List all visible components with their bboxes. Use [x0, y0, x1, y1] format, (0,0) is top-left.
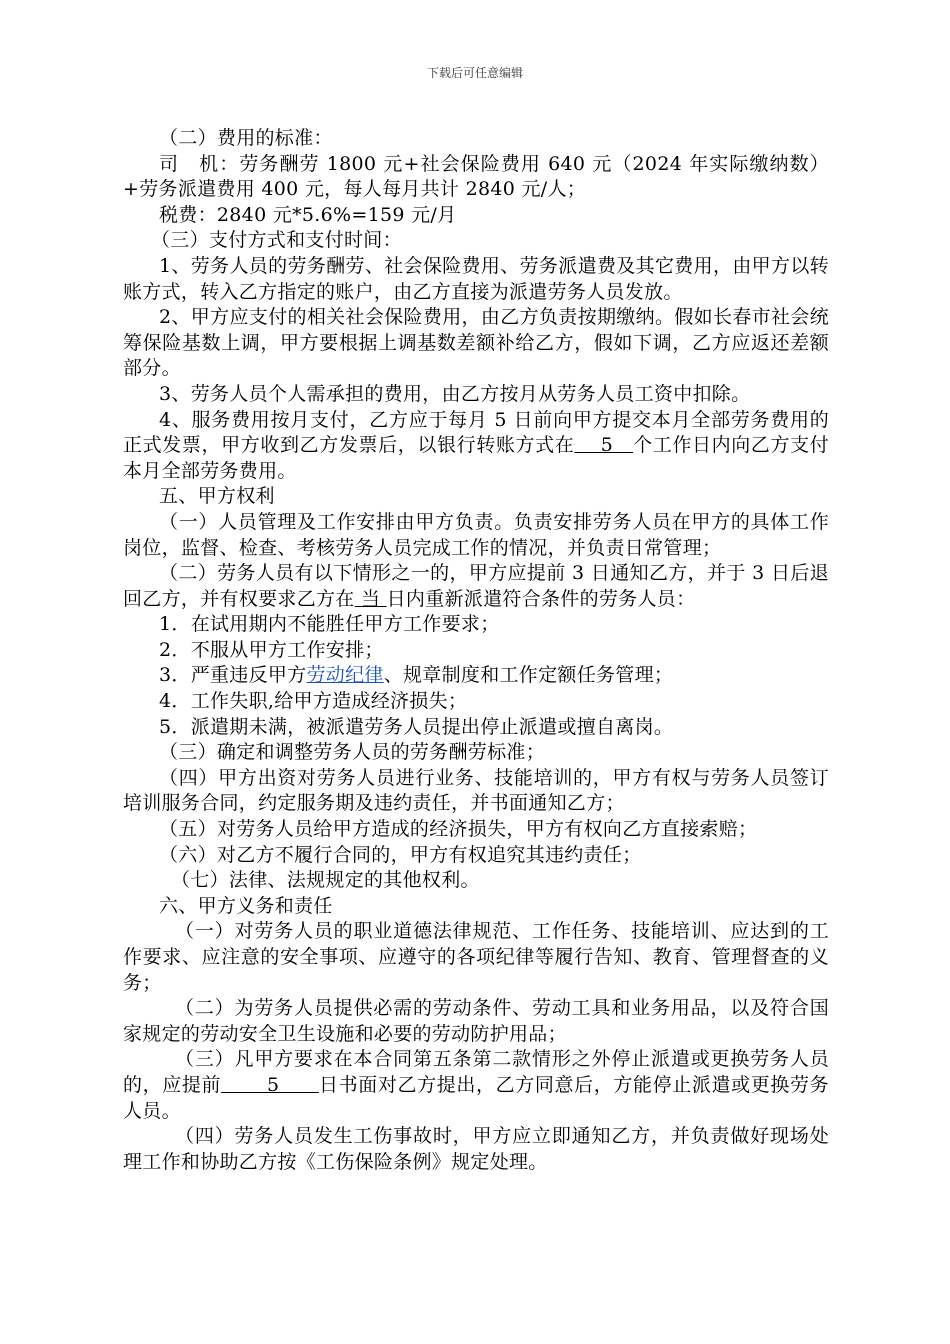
rights-clause-2: （二）劳务人员有以下情形之一的，甲方应提前 3 日通知乙方，并于 3 日后退回乙方，并有权要求乙方在 当 日内重新派遣符合条件的劳务人员：: [123, 562, 829, 610]
driver-fee-paragraph: 司 机：劳务酬劳 1800 元+社会保险费用 640 元（2024 年实际缴纳数）+劳务派遣费用 400 元，每人每月共计 2840 元/人；: [123, 152, 829, 201]
labor-discipline-link[interactable]: 劳动纪律: [306, 664, 384, 687]
duty-clause-1: （一）对劳务人员的职业道德法律规范、工作任务、技能培训、应达到的工作要求、应注意的安全事项、应遵守的各项纪律等履行告知、教育、管理督查的义务；: [123, 920, 829, 994]
rights-clause-4: （四）甲方出资对劳务人员进行业务、技能培训的，甲方有权与劳务人员签订培训服务合同，约定服务期及违约责任，并书面通知乙方；: [123, 766, 829, 815]
section-payment-heading: （三）支付方式和支付时间：: [151, 229, 402, 252]
payment-clause-4: 4、服务费用按月支付，乙方应于每月 5 日前向甲方提交本月全部劳务费用的正式发票，甲方收到乙方发票后，以银行转账方式在 5 个工作日内向乙方支付本月全部劳务费用。: [123, 408, 830, 482]
section-fee-standard-heading: （二）费用的标准：: [159, 127, 333, 149]
payment-clause-2: 2、甲方应支付的相关社会保险费用，由乙方负责按期缴纳。假如长春市社会统筹保险基数上调，甲方要根据上调基数差额补给乙方，假如下调，乙方应返还差额部分。: [123, 306, 829, 380]
list-item: 1．在试用期内不能胜任甲方工作要求；: [159, 613, 500, 636]
list-item: 3．严重违反甲方劳动纪律、规章制度和工作定额任务管理；: [159, 664, 674, 687]
list-item: 2．不服从甲方工作安排；: [159, 638, 384, 661]
section-5-heading: 五、甲方权利: [159, 485, 275, 508]
page-header: 下载后可任意编辑: [426, 66, 523, 80]
tax-fee-paragraph: 税费：2840 元*5.6%=159 元/月: [159, 203, 457, 226]
rights-clause-6: （六）对乙方不履行合同的，甲方有权追究其违约责任；: [159, 843, 642, 866]
list-item: 5．派遣期未满，被派遣劳务人员提出停止派遣或擅自离岗。: [159, 715, 674, 738]
section-6-heading: 六、甲方义务和责任: [159, 894, 333, 917]
payment-clause-3: 3、劳务人员个人需承担的费用，由乙方按月从劳务人员工资中扣除。: [159, 382, 751, 405]
fill-blank-days: 5: [574, 434, 634, 457]
fill-blank-notice-days: 5: [221, 1073, 320, 1096]
document-body: [123, 126, 829, 1175]
duty-clause-4: （四）劳务人员发生工伤事故时，甲方应立即通知乙方，并负责做好现场处理工作和协助乙方按《工伤保险条例》规定处理。: [123, 1125, 829, 1173]
rights-clause-3: （三）确定和调整劳务人员的劳务酬劳标准；: [159, 741, 546, 764]
rights-clause-1: （一）人员管理及工作安排由甲方负责。负责安排劳务人员在甲方的具体工作岗位，监督、检查、考核劳务人员完成工作的情况，并负责日常管理；: [123, 510, 829, 559]
rights-clause-5: （五）对劳务人员给甲方造成的经济损失，甲方有权向乙方直接索赔；: [159, 818, 758, 841]
rights-clause-7: （七）法律、法规规定的其他权利。: [171, 869, 480, 892]
fill-blank-same-day: 当: [354, 587, 387, 610]
duty-clause-3: （三）凡甲方要求在本合同第五条第二款情形之外停止派遣或更换劳务人员的，应提前 5 日书面对乙方提出，乙方同意后，方能停止派遣或更换劳务人员。: [123, 1048, 829, 1122]
duty-clause-2: （二）为劳务人员提供必需的劳动条件、劳动工具和业务用品，以及符合国家规定的劳动安全卫生设施和必要的劳动防护用品；: [123, 997, 829, 1045]
payment-clause-1: 1、劳务人员的劳务酬劳、社会保险费用、劳务派遣费及其它费用，由甲方以转账方式，转入乙方指定的账户，由乙方直接为派遣劳务人员发放。: [123, 254, 829, 303]
list-item: 4．工作失职,给甲方造成经济损失；: [159, 690, 468, 713]
